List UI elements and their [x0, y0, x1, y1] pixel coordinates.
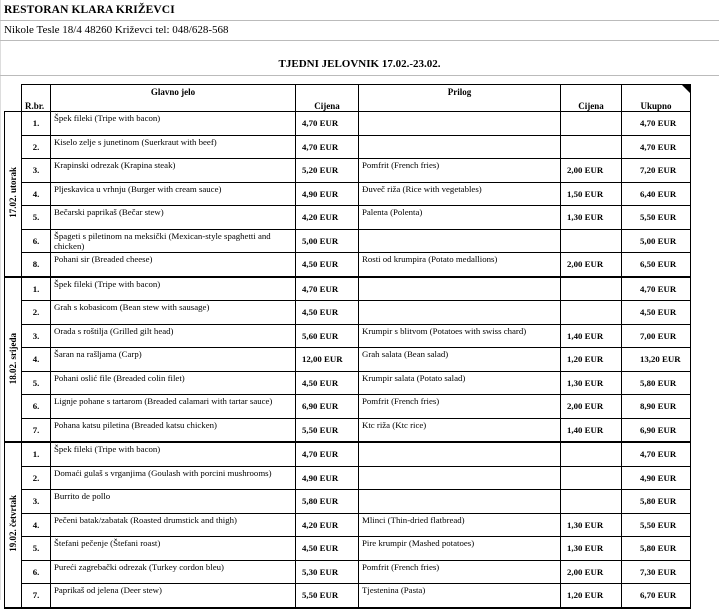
main-dish: Krapinski odrezak (Krapina steak): [51, 159, 296, 183]
row-number: 4.: [22, 182, 51, 206]
main-dish-price: 4,20 EUR: [296, 206, 359, 230]
total-price: 13,20 EUR: [622, 348, 691, 372]
row-number: 3.: [22, 324, 51, 348]
main-dish: Špek fileki (Tripe with bacon): [51, 277, 296, 301]
main-dish-price: 4,90 EUR: [296, 182, 359, 206]
menu-row: [5, 584, 691, 608]
row-number: 5.: [22, 371, 51, 395]
day-label-cell: [5, 112, 22, 277]
main-dish-price: 5,60 EUR: [296, 324, 359, 348]
menu-row: [5, 229, 691, 253]
row-number: 1.: [22, 277, 51, 301]
menu-table: [4, 84, 691, 609]
side-dish-price: 2,00 EUR: [561, 560, 622, 584]
day-label: 18.02. srijeda: [8, 332, 18, 384]
menu-row: [5, 301, 691, 325]
main-dish: Paprikaš od jelena (Deer stew): [51, 584, 296, 608]
row-number: 5.: [22, 206, 51, 230]
main-dish-price: 4,70 EUR: [296, 112, 359, 136]
side-dish-price: 1,30 EUR: [561, 537, 622, 561]
side-dish: [359, 112, 561, 136]
main-dish-price: 4,90 EUR: [296, 466, 359, 490]
side-dish-price: 2,00 EUR: [561, 159, 622, 183]
side-dish-price: [561, 442, 622, 466]
main-dish: Pohani sir (Breaded cheese): [51, 253, 296, 277]
price-header: Cijena: [296, 85, 359, 112]
row-number: 2.: [22, 466, 51, 490]
row-number: 6.: [22, 395, 51, 419]
total-price: 4,70 EUR: [622, 135, 691, 159]
total-price: 5,50 EUR: [622, 513, 691, 537]
row-number: 4.: [22, 348, 51, 372]
side-dish: [359, 490, 561, 514]
menu-body: [5, 112, 691, 608]
main-dish: Lignje pohane s tartarom (Breaded calamari with tartar sauce): [51, 395, 296, 419]
side-dish: [359, 277, 561, 301]
side-dish: Palenta (Polenta): [359, 206, 561, 230]
total-price: 7,20 EUR: [622, 159, 691, 183]
side-dish: [359, 229, 561, 253]
side-dish: [359, 301, 561, 325]
side-dish-header: Prilog: [359, 85, 561, 112]
main-dish: Špek fileki (Tripe with bacon): [51, 112, 296, 136]
menu-row: [5, 182, 691, 206]
side-dish-price: 1,40 EUR: [561, 418, 622, 442]
side-dish-price: [561, 277, 622, 301]
row-number: 3.: [22, 159, 51, 183]
menu-row: [5, 112, 691, 136]
menu-row: [5, 159, 691, 183]
side-dish: Ktc riža (Ktc rice): [359, 418, 561, 442]
main-dish: Pljeskavica u vrhnju (Burger with cream sauce): [51, 182, 296, 206]
side-dish-price: [561, 301, 622, 325]
side-dish-price: 1,30 EUR: [561, 206, 622, 230]
side-dish: Krumpir s blitvom (Potatoes with swiss chard): [359, 324, 561, 348]
sheet-row-divider: [0, 75, 719, 76]
total-price: 6,90 EUR: [622, 418, 691, 442]
side-dish: Tjestenina (Pasta): [359, 584, 561, 608]
side-dish-price: 1,40 EUR: [561, 324, 622, 348]
row-number: 4.: [22, 513, 51, 537]
main-dish-price: 4,20 EUR: [296, 513, 359, 537]
main-dish-price: 4,50 EUR: [296, 301, 359, 325]
side-dish-price: 1,50 EUR: [561, 182, 622, 206]
menu-row: [5, 324, 691, 348]
side-dish: Krumpir salata (Potato salad): [359, 371, 561, 395]
side-dish: [359, 135, 561, 159]
total-price: 6,70 EUR: [622, 584, 691, 608]
main-dish-price: 5,00 EUR: [296, 229, 359, 253]
side-dish: [359, 466, 561, 490]
total-price: 4,70 EUR: [622, 277, 691, 301]
row-number: 8.: [22, 253, 51, 277]
main-dish: Pureći zagrebački odrezak (Turkey cordon bleu): [51, 560, 296, 584]
main-dish: Pohana katsu piletina (Breaded katsu chicken): [51, 418, 296, 442]
rbr-header: R.br.: [22, 85, 51, 112]
menu-row: [5, 418, 691, 442]
menu-row: [5, 253, 691, 277]
row-number: 6.: [22, 229, 51, 253]
day-label-cell: [5, 442, 22, 608]
side-dish-price: [561, 229, 622, 253]
menu-header-row: [5, 85, 691, 112]
total-price: 4,70 EUR: [622, 442, 691, 466]
menu-row: [5, 537, 691, 561]
main-dish-price: 4,70 EUR: [296, 135, 359, 159]
menu-row: [5, 513, 691, 537]
side-price-header: Cijena: [561, 85, 622, 112]
main-dish-price: 6,90 EUR: [296, 395, 359, 419]
total-price: 7,00 EUR: [622, 324, 691, 348]
main-dish: Pohani oslić file (Breaded colin filet): [51, 371, 296, 395]
total-price: 4,90 EUR: [622, 466, 691, 490]
restaurant-address: Nikole Tesle 18/4 48260 Križevci tel: 048/628-568: [4, 24, 229, 36]
total-price: 7,30 EUR: [622, 560, 691, 584]
side-dish: Mlinci (Thin-dried flatbread): [359, 513, 561, 537]
total-price: 6,50 EUR: [622, 253, 691, 277]
main-dish: Bečarski paprikaš (Bečar stew): [51, 206, 296, 230]
row-number: 3.: [22, 490, 51, 514]
main-dish: Orada s roštilja (Grilled gilt head): [51, 324, 296, 348]
menu-row: [5, 466, 691, 490]
side-dish-price: 1,20 EUR: [561, 348, 622, 372]
row-number: 7.: [22, 584, 51, 608]
main-dish: Domaći gulaš s vrganjima (Goulash with porcini mushrooms): [51, 466, 296, 490]
main-dish: Kiselo zelje s junetinom (Suerkraut with beef): [51, 135, 296, 159]
row-number: 5.: [22, 537, 51, 561]
main-dish-price: 4,70 EUR: [296, 442, 359, 466]
side-dish: Grah salata (Bean salad): [359, 348, 561, 372]
side-dish-price: [561, 466, 622, 490]
row-number: 6.: [22, 560, 51, 584]
row-number: 2.: [22, 301, 51, 325]
side-dish-price: 2,00 EUR: [561, 253, 622, 277]
menu-row: [5, 277, 691, 301]
main-dish-price: 4,50 EUR: [296, 253, 359, 277]
total-price: 5,00 EUR: [622, 229, 691, 253]
menu-row: [5, 395, 691, 419]
main-dish: Špageti s piletinom na meksički (Mexican-style spaghetti and chicken): [51, 229, 296, 253]
total-price: 4,70 EUR: [622, 112, 691, 136]
main-dish-price: 5,20 EUR: [296, 159, 359, 183]
main-dish-price: 4,50 EUR: [296, 371, 359, 395]
side-dish: Pomfrit (French fries): [359, 395, 561, 419]
main-dish-price: 5,30 EUR: [296, 560, 359, 584]
side-dish-price: 1,20 EUR: [561, 584, 622, 608]
total-price: 5,50 EUR: [622, 206, 691, 230]
main-dish: Špek fileki (Tripe with bacon): [51, 442, 296, 466]
main-dish-price: 5,50 EUR: [296, 418, 359, 442]
total-price: 5,80 EUR: [622, 490, 691, 514]
side-dish: Pomfrit (French fries): [359, 159, 561, 183]
main-dish-header: Glavno jelo: [51, 85, 296, 112]
menu-row: [5, 490, 691, 514]
total-header: Ukupno: [622, 85, 691, 112]
side-dish: Đuveč riža (Rice with vegetables): [359, 182, 561, 206]
side-dish-price: [561, 135, 622, 159]
sheet-gridline: [0, 0, 1, 600]
row-number: 1.: [22, 442, 51, 466]
total-price: 6,40 EUR: [622, 182, 691, 206]
side-dish-price: 1,30 EUR: [561, 371, 622, 395]
sheet-row-divider: [0, 40, 719, 41]
total-price: 5,80 EUR: [622, 371, 691, 395]
menu-row: [5, 135, 691, 159]
row-number: 2.: [22, 135, 51, 159]
main-dish-price: 12,00 EUR: [296, 348, 359, 372]
side-dish: Pomfrit (French fries): [359, 560, 561, 584]
side-dish: Pire krumpir (Mashed potatoes): [359, 537, 561, 561]
total-price: 8,90 EUR: [622, 395, 691, 419]
side-dish: [359, 442, 561, 466]
side-dish-price: [561, 490, 622, 514]
main-dish-price: 5,50 EUR: [296, 584, 359, 608]
main-dish: Pečeni batak/zabatak (Roasted drumstick and thigh): [51, 513, 296, 537]
main-dish-price: 5,80 EUR: [296, 490, 359, 514]
day-label-cell: [5, 277, 22, 443]
main-dish: Grah s kobasicom (Bean stew with sausage): [51, 301, 296, 325]
restaurant-name: RESTORAN KLARA KRIŽEVCI: [4, 4, 175, 16]
total-price: 4,50 EUR: [622, 301, 691, 325]
side-dish-price: [561, 112, 622, 136]
day-column-header: [5, 85, 22, 112]
day-label: 17.02. utorak: [8, 167, 18, 219]
day-label: 19.02. četvrtak: [8, 495, 18, 553]
side-dish: Rosti od krumpira (Potato medallions): [359, 253, 561, 277]
main-dish: Burrito de pollo: [51, 490, 296, 514]
main-dish: Štefani pečenje (Štefani roast): [51, 537, 296, 561]
menu-row: [5, 560, 691, 584]
main-dish-price: 4,70 EUR: [296, 277, 359, 301]
menu-row: [5, 206, 691, 230]
main-dish-price: 4,50 EUR: [296, 537, 359, 561]
menu-row: [5, 348, 691, 372]
main-dish: Šaran na rašljama (Carp): [51, 348, 296, 372]
menu-row: [5, 371, 691, 395]
total-price: 5,80 EUR: [622, 537, 691, 561]
row-number: 1.: [22, 112, 51, 136]
menu-title: TJEDNI JELOVNIK 17.02.-23.02.: [278, 58, 441, 70]
row-number: 7.: [22, 418, 51, 442]
side-dish-price: 2,00 EUR: [561, 395, 622, 419]
side-dish-price: 1,30 EUR: [561, 513, 622, 537]
menu-row: [5, 442, 691, 466]
sheet-row-divider: [0, 20, 719, 21]
